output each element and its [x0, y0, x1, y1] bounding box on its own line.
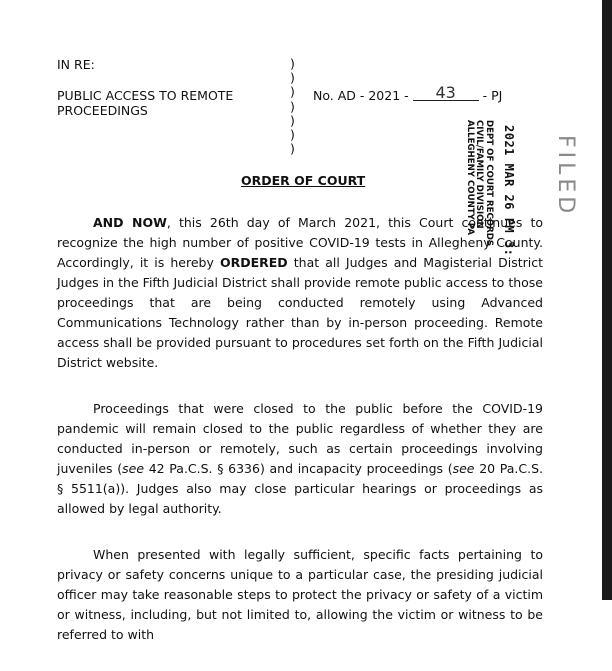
docket-handwritten-number: 43 — [413, 86, 479, 101]
see-citation-1: see — [122, 461, 145, 476]
see-citation-2: see — [452, 461, 475, 476]
docket-number — [313, 83, 503, 103]
paragraph-2-text-a: Proceedings that were closed to the public before the COVID-19 pandemic will remain closed to the public regardless of whether they are conducted in-person or remotely, such as certain proceedings involving juveniles ( — [57, 401, 543, 476]
docket-suffix: - PJ — [482, 88, 503, 103]
scan-page-edge — [602, 0, 612, 600]
matter-line-1: PUBLIC ACCESS TO REMOTE — [57, 88, 234, 103]
paragraph-1-text-b: that all Judges and Magisterial District Judges in the Fifth Judicial District shall provide remote public access to those proceedings that are being conducted remotely using Advanced Communications Technology rather than by in-person proceeding. Remote access shall be provided pursuant to procedures set forth on the Fifth Judicial District website. — [57, 255, 543, 370]
stamp-dept-line-1: DEPT OF COURT RECORDS — [484, 120, 494, 247]
docket-prefix: No. AD - 2021 - — [313, 88, 409, 103]
ordered-keyword: ORDERED — [219, 255, 288, 270]
matter-line-2: PROCEEDINGS — [57, 103, 148, 118]
stamp-dept-line-3: ALLEGHENY COUNTY PA — [465, 120, 475, 236]
paragraph-2 — [57, 399, 543, 519]
paragraph-1 — [57, 213, 543, 373]
and-now-lead: AND NOW — [93, 215, 167, 230]
filed-stamp: FILED — [553, 135, 578, 218]
order-body — [57, 213, 543, 671]
paragraph-2-text-c: 20 Pa.C.S. § 5511(a)). Judges also may close particular hearings or proceedings as allowed by legal authority. — [57, 461, 544, 516]
order-title: ORDER OF COURT — [241, 173, 366, 188]
case-caption — [57, 57, 233, 118]
paragraph-3: When presented with legally sufficient, specific facts pertaining to privacy or safety concerns unique to a particular case, the presiding judicial officer may take reasonable steps to protect the privacy or safety of a victim or witness, including, but not limited to, allowing the victim or witness to be referred to with — [57, 547, 543, 642]
stamp-dept-line-2: CIVIL/FAMILY DIVISION — [474, 120, 485, 229]
caption-parentheses: ) ) ) ) ) ) ) — [290, 56, 295, 157]
filing-stamp-date: 2021 MAR 26 PM 3: — [502, 125, 516, 257]
paragraph-2-text-b: 42 Pa.C.S. § 6336) and incapacity proceedings ( — [144, 461, 453, 476]
paragraph-1-text-a: , this 26th day of March 2021, this Court continues to recognize the high number of positive COVID-19 tests in Allegheny County. Accordingly, it is hereby — [57, 215, 543, 270]
in-re-label: IN RE: — [57, 57, 95, 72]
